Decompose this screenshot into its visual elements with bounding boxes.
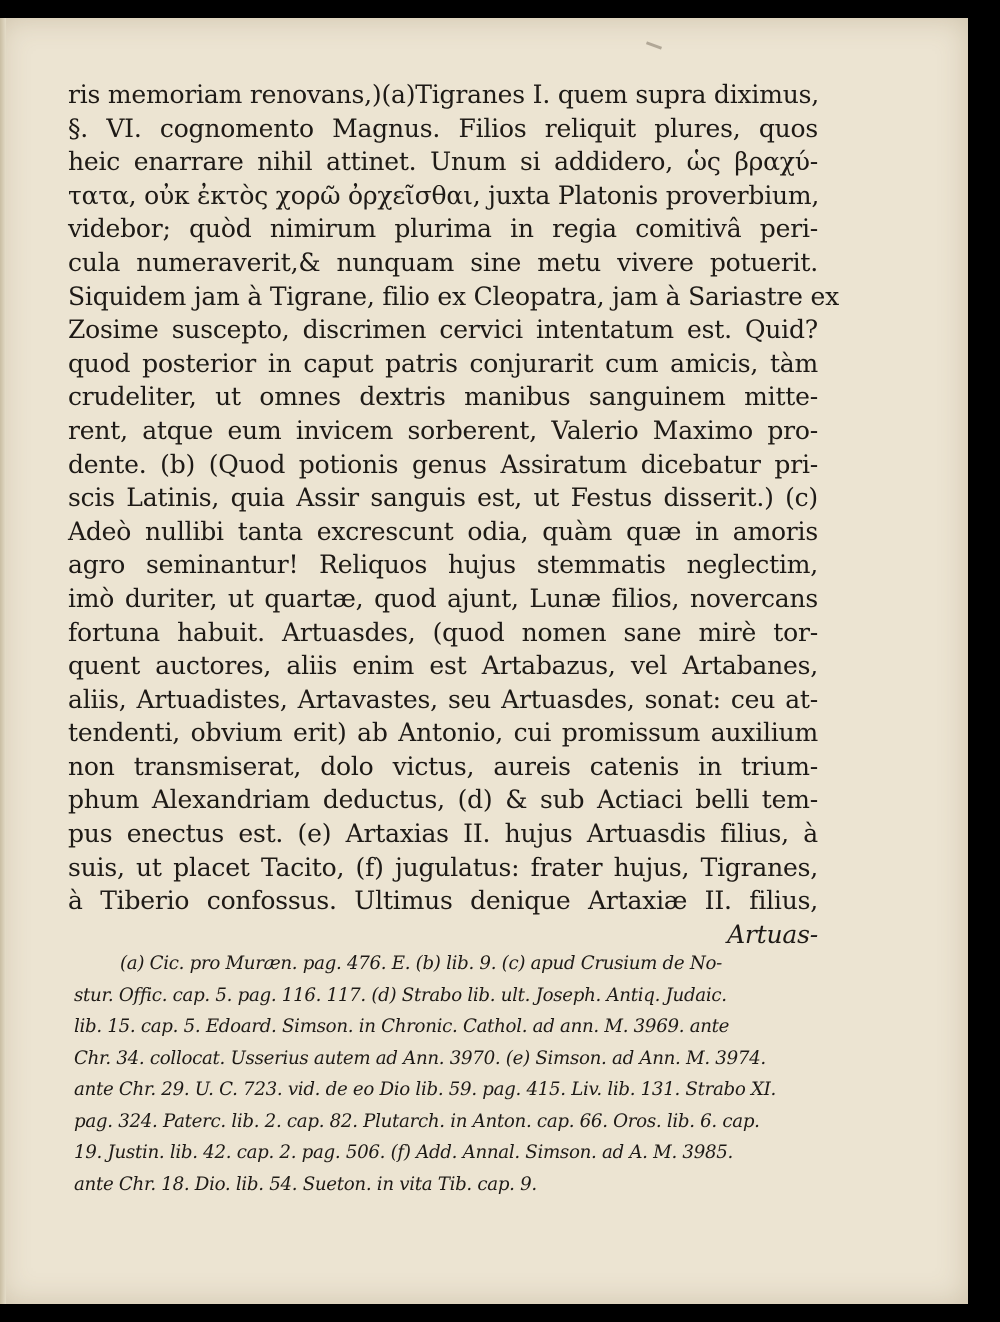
text-line: rent, atque eum invicem sorberent, Valerio Maximo pro- [68, 415, 818, 445]
text-line: crudeliter, ut omnes dextris manibus sanguinem mitte- [68, 382, 818, 412]
text-line: quent auctores, aliis enim est Artabazus, vel Artabanes, [68, 651, 818, 681]
text-line: Adeò nullibi tanta excrescunt odia, quàm quæ in amoris [68, 516, 818, 546]
footnote-line: stur. Offic. cap. 5. pag. 116. 117. (d) Strabo lib. ult. Joseph. Antiq. Judaic. [74, 984, 727, 1006]
footnote-line: lib. 15. cap. 5. Edoard. Simson. in Chronic. Cathol. ad ann. M. 3969. ante [74, 1016, 730, 1037]
text-line: phum Alexandriam deductus, (d) & sub Actiaci belli tem- [68, 785, 818, 815]
text-line: dente. (b) (Quod potionis genus Assiratum dicebatur pri- [68, 449, 818, 479]
main-text-block [68, 78, 840, 951]
text-line: §. VI. cognomento Magnus. Filios reliquit plures, quos [68, 113, 818, 143]
footnotes [74, 948, 818, 1200]
catchword: Artuas- [727, 919, 818, 949]
text-line: videbor; quòd nimirum plurima in regia comitivâ peri- [68, 214, 818, 244]
text-line: cula numeraverit,& nunquam sine metu vivere potuerit. [68, 247, 818, 277]
text-line: agro seminantur! Reliquos hujus stemmatis neglectim, [68, 550, 818, 580]
text-line: Siquidem jam à Tigrane, filio ex Cleopatra, jam à Sariastre ex [68, 281, 840, 311]
text-line: tendenti, obvium erit) ab Antonio, cui promissum auxilium [68, 718, 818, 748]
text-line: pus enectus est. (e) Artaxias II. hujus Artuasdis filius, à [68, 819, 818, 849]
footnote-line: ante Chr. 29. U. C. 723. vid. de eo Dio lib. 59. pag. 415. Liv. lib. 131. Strabo XI. [74, 1079, 777, 1100]
ink-mark [646, 41, 662, 49]
text-line: aliis, Artuadistes, Artavastes, seu Artuasdes, sonat: ceu at- [68, 684, 818, 714]
text-line: fortuna habuit. Artuasdes, (quod nomen sane mirè tor- [68, 617, 818, 647]
text-line: à Tiberio confossus. Ultimus denique Artaxiæ II. filius, [68, 886, 818, 916]
footnote-line: pag. 324. Paterc. lib. 2. cap. 82. Plutarch. in Anton. cap. 66. Oros. lib. 6. cap. [74, 1110, 760, 1132]
text-line: heic enarrare nihil attinet. Unum si addidero, ὡς βραχύ- [68, 147, 818, 177]
text-line: non transmiserat, dolo victus, aureis catenis in trium- [68, 751, 818, 781]
text-line: quod posterior in caput patris conjurarit cum amicis, tàm [68, 348, 818, 378]
text-line: Zosime suscepto, discrimen cervici intentatum est. Quid? [68, 315, 818, 345]
text-line: scis Latinis, quia Assir sanguis est, ut Festus disserit.) (c) [68, 483, 818, 513]
footnote-line: ante Chr. 18. Dio. lib. 54. Sueton. in vita Tib. cap. 9. [74, 1173, 537, 1195]
text-line: imò duriter, ut quartæ, quod ajunt, Lunæ filios, novercans [68, 583, 818, 613]
footnote-line: (a) Cic. pro Muræn. pag. 476. E. (b) lib. 9. (c) apud Crusium de No- [120, 953, 722, 974]
book-page [0, 18, 968, 1304]
text-line: τατα, οὐκ ἐκτὸς χορῶ ὀρχεῖσθαι, juxta Platonis proverbium, [68, 180, 820, 210]
footnote-line: Chr. 34. collocat. Usserius autem ad Ann. 3970. (e) Simson. ad Ann. M. 3974. [74, 1047, 766, 1069]
footnote-line: 19. Justin. lib. 42. cap. 2. pag. 506. (f) Add. Annal. Simson. ad A. M. 3985. [74, 1142, 733, 1163]
page-edge [0, 18, 6, 1304]
text-line: ris memoriam renovans,)(a)Tigranes I. quem supra diximus, [68, 80, 819, 109]
text-line: suis, ut placet Tacito, (f) jugulatus: frater hujus, Tigranes, [68, 852, 818, 882]
